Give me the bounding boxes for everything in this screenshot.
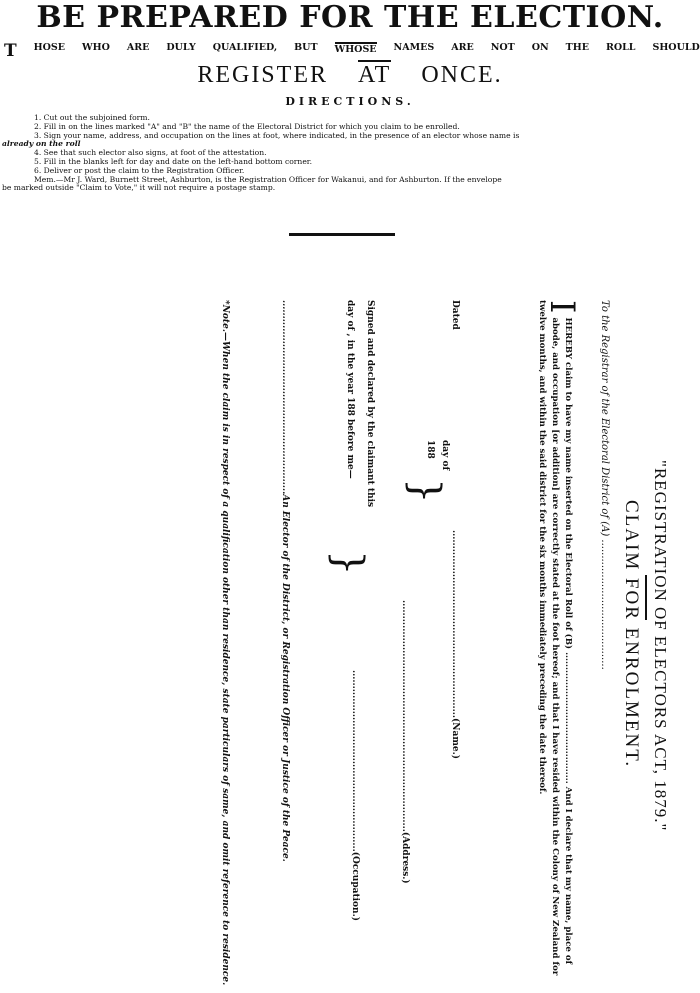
form-body-text: HEREBY claim to have my name inserted on the Electoral Roll of (B) ............................................ And I declare that my name, place of abode, and occupation [or addition] are correctly stated at the foot hereof; and that I have resided within the Colony of New Zealand for twelve months, and within the said district for the six months immediately preceding the date thereof. (537, 300, 573, 976)
dated-label: Dated (450, 300, 460, 330)
signed-brace: } (325, 550, 371, 576)
subhead-word: DULY (166, 42, 196, 53)
direction-item: 4. See that such elector also signs, at foot of the attestation. (34, 148, 267, 158)
subhead-word: QUALIFIED, (212, 42, 278, 53)
direction-item: 1. Cut out the subjoined form. (34, 113, 150, 122)
form-body (535, 300, 582, 990)
memorandum-continuation: be marked outside "Claim to Vote," it will not require a postage stamp. (2, 183, 276, 193)
form-title-claim: CLAIM FOR ENROLMENT. (621, 500, 642, 769)
address-label: (Address.) (400, 831, 410, 884)
direction-item: 3. Sign your name, address, and occupation on the lines at foot, where indicated, in the presence of an elector whose name is (34, 130, 520, 140)
direction-item: 5. Fill in the blanks left for day and date on the left-hand bottom corner. (34, 156, 313, 166)
form-note: *Note.—When the claim is in respect of a qualification other than residence, state particulars of same, and omit reference to residence. (220, 300, 230, 986)
directions-heading: DIRECTIONS. (285, 95, 415, 108)
day-of-label: day of (440, 440, 450, 471)
form-title-act: "REGISTRATION OF ELECTORS ACT, 1879." (651, 460, 670, 832)
signed-declared-line1: Signed and declared by the claimant this (365, 300, 375, 508)
register-word: ONCE. (421, 62, 503, 88)
claim-form (90, 300, 670, 990)
elector-line: ..............................................................An Elector of the District, or Registration Officer or Justice of the Peace. (280, 300, 290, 862)
subhead-word: THE (565, 42, 589, 53)
memorandum: Mem.—Mr J. Ward, Burnett Street, Ashburton, is the Registration Officer for Wakanui, and for Ashburton. If the envelope (34, 174, 502, 184)
subhead-cap: T (4, 41, 17, 61)
subhead-word: SHOULD (652, 42, 700, 53)
register-word: REGISTER (197, 62, 328, 88)
name-line: ............................................................(Name.) (450, 530, 460, 759)
subhead-word: ARE (126, 42, 150, 53)
occupation-line: ..........................................................(Occupation.) (350, 670, 360, 921)
subhead-word: NAMES (393, 42, 435, 53)
form-addressee: To the Registrar of the Electoral District of (A) ......................................... (599, 300, 610, 670)
elector-label: An Elector of the District, or Registration Officer or Justice of the Peace. (280, 494, 290, 862)
subhead-word: NOT (490, 42, 515, 53)
headline: BE PREPARED FOR THE ELECTION. (36, 0, 664, 35)
subhead-word: HOSE (33, 42, 65, 53)
subhead-word: WHO (81, 42, 110, 53)
direction-item-continuation: already on the roll (2, 139, 81, 149)
directions-list (0, 114, 700, 193)
register-at-once (0, 62, 700, 89)
year-label: 188 (425, 440, 435, 459)
form-body-initial: I (542, 300, 582, 314)
direction-item: 6. Deliver or post the claim to the Registration Officer. (34, 165, 245, 175)
name-label: (Name.) (450, 718, 460, 759)
subhead-word: ON (531, 42, 549, 53)
address-line: ..........................................................................(Address.) (400, 600, 410, 884)
section-divider (289, 233, 395, 236)
direction-item: 2. Fill in on the lines marked "A" and "B" the name of the Electoral District for which you claim to be enrolled. (34, 121, 460, 131)
form-title-rule (645, 575, 647, 620)
subhead (4, 41, 700, 61)
occupation-label: (Occupation.) (350, 851, 360, 921)
register-word: AT (357, 62, 392, 88)
subhead-word: ARE (451, 42, 474, 53)
subhead-word: BUT (294, 42, 318, 53)
date-brace: } (402, 478, 448, 504)
subhead-word: WHOSE (334, 44, 377, 55)
subhead-word: ROLL (605, 42, 636, 53)
signed-declared-line2: day of , in the year 188 before me— (345, 300, 355, 479)
